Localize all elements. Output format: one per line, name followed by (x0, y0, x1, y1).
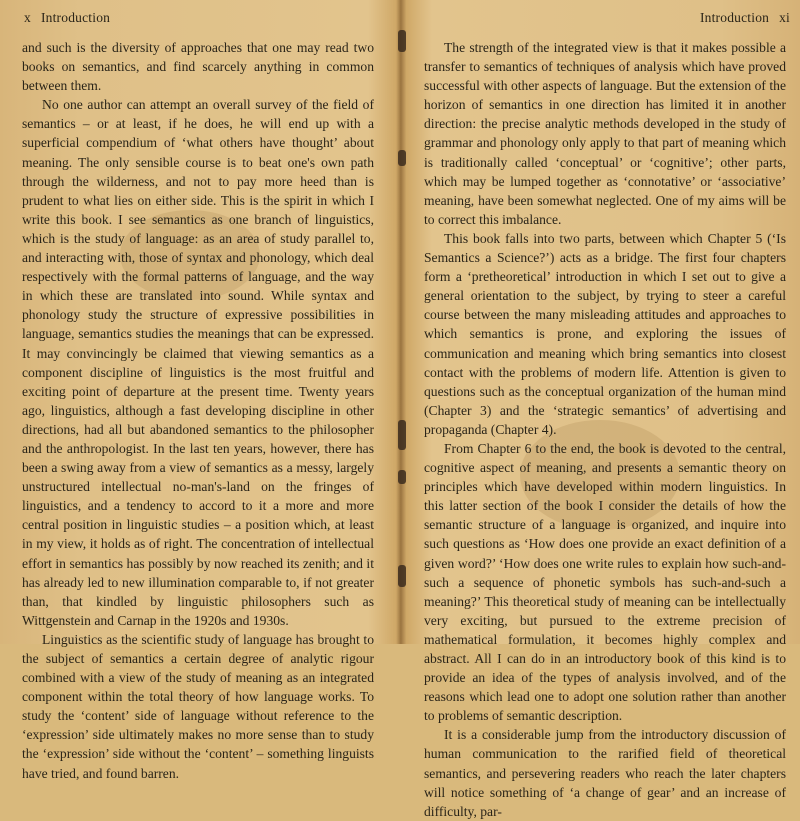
right-page (402, 0, 800, 819)
left-running-header (24, 10, 110, 26)
paragraph: and such is the diversity of approaches that one may read two books on semantics, and find scarcely anything in common between them. (22, 40, 374, 94)
left-page-body (22, 38, 374, 783)
right-page-body (424, 38, 786, 821)
right-running-header (700, 10, 790, 26)
left-page (0, 0, 400, 781)
page-number: xi (779, 10, 790, 25)
paragraph: From Chapter 6 to the end, the book is devoted to the central, cognitive aspect of meaning, and presents a semantic theory on principles which have developed within modern linguistics. In this latter section of the book I consider the details of how the semantic structure of a language is organized, and inquire into such questions as ‘How does one provide an exact definition of a given word?’ ‘How does one write rules to explain how such-and-such a sequence of phonetic symbols has such-and-such a meaning?’ This theoretical study of meaning can be intellectually very exciting, but pursued to the extreme precision of mathematical formulation, it becomes highly complex and abstract. All I can do in an introductory book of this kind is to provide an idea of the types of analysis involved, and of the reasons which lead one to adopt one solution rather than another to problems of semantic description. (424, 440, 786, 724)
running-head-title: Introduction (699, 10, 770, 25)
paragraph: Linguistics as the scientific study of language has brought to the subject of semantics a certain degree of analytic rigour combined with a view of the study of meaning as an integrated component within the total theory of how language works. To study the ‘content’ side of language without reference to the ‘expression’ side ultimately makes no more sense than to study the ‘expression’ side without the ‘content’ – something linguists have tried, and found barren. (22, 631, 374, 781)
paragraph: It is a considerable jump from the introductory discussion of human communication to the rarified field of theoretical semantics, and persevering readers who reach the later chapters will notice something of ‘a change of gear’ and an increase of difficulty, par- (424, 727, 786, 819)
paragraph: No one author can attempt an overall survey of the field of semantics – or at least, if he does, he will end up with a superficial compendium of ‘what others have thought’ about meaning. The only sensible course is to beat one's own path through the wilderness, and not to pay more heed than is prudent to what lies on either side. This is the spirit in which I write this book. I see semantics as one branch of linguistics, which is the study of language: as an area of study parallel to, and interacting with, those of syntax and phonology, which deal respectively with the formal patterns of language, and the way in which these are translated into sound. While syntax and phonology study the structure of expressive possibilities in language, semantics studies the meanings that can be expressed. It may convincingly be claimed that viewing semantics as a component discipline of linguistics is the most fruitful and exciting point of departure at the present time. Twenty years ago, linguistics, although a fast developing discipline in other directions, had all but abandoned semantics to the philosopher and the anthropologist. In the last ten years, however, there has been a swing away from a view of semantics as a messy, largely unstructured intellectual no-man's-land on the fringes of linguistics, and a tendency to accord to it a more and more central position in linguistic studies – a position which, at least in my view, it holds as of right. The concentration of intellectual effort in semantics has possibly by now reached its zenith; and it has already led to new illumination comparable to, if not greater than, that kindled by linguistic philosophers such as Wittgenstein and Carnap in the 1920s and 1930s. (22, 97, 374, 628)
running-head-title: Introduction (40, 10, 111, 25)
page-number: x (24, 10, 31, 25)
paragraph: The strength of the integrated view is that it makes possible a transfer to semantics of techniques of analysis which have proved successful with other aspects of language. But the extension of the horizon of semantics in one direction has limited it in another direction: the precise analytic methods developed in the study of grammar and phonology only apply to that part of meaning which is traditionally called ‘conceptual’ or ‘cognitive’; other parts, which may be lumped together as ‘connotative’ or ‘associative’ meaning, have been somewhat neglected. One of my aims will be to correct this imbalance. (424, 40, 786, 227)
paragraph: This book falls into two parts, between which Chapter 5 (‘Is Semantics a Science?’) acts as a bridge. The first four chapters form a ‘pretheoretical’ introduction in which I set out to give a general orientation to the subject, by trying to steer a careful course between the many misleading attitudes and approaches to which semantics is prone, and exploring the issues of communication and meaning which bring semantics into closest contact with the problems of modern life. Attention is given to questions such as the conceptual organization of the human mind (Chapter 3) and the ‘strategic semantics’ of advertising and propaganda (Chapter 4). (424, 230, 786, 437)
